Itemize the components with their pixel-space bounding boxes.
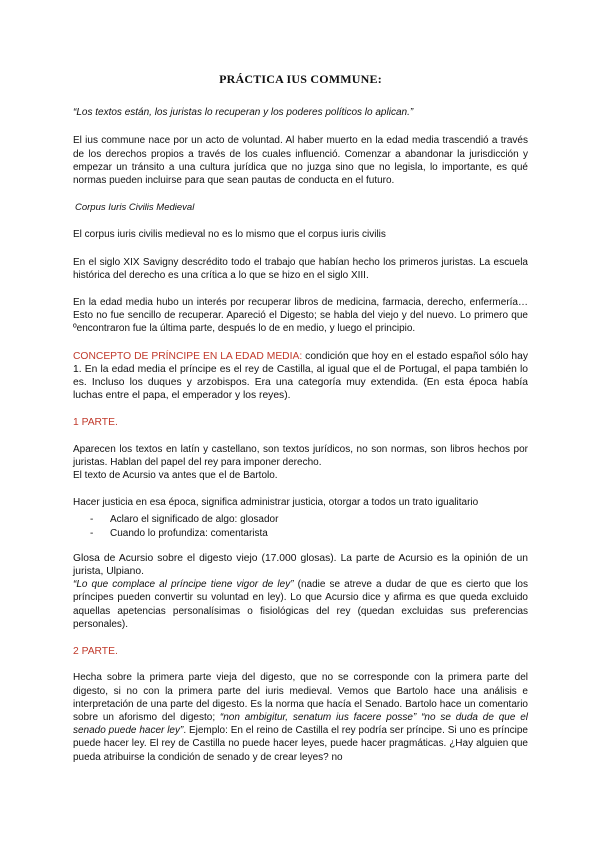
- subheading-corpus: Corpus Iuris Civilis Medieval: [75, 202, 195, 214]
- paragraph-segunda-parte: [73, 671, 528, 763]
- paragraph-savigny: En el siglo XIX Savigny descrédito todo el trabajo que habían hecho los primeros juristas. La escuela histórica del derecho es una crítica a lo que se hizo en el siglo XIII.: [73, 256, 528, 281]
- paragraph-principe: [73, 350, 528, 403]
- aforismo-quote: “non ambigitur, senatum ius facere posse” “no se duda de que el senado puede hacer ley”: [73, 711, 528, 737]
- segunda-parte-text-a: Hecha sobre la primera parte vieja del digesto, que no se corresponde con la primera parte del digesto, si no con la primera parte del iuris medieval. Vemos que Bartolo hace una análisis e interpretación de una parte del digesto. Es la norma que hacía el Senado. Bartolo hace un comentario sobre un aforismo del digesto;: [73, 672, 528, 723]
- document-body: [73, 73, 528, 764]
- section-heading-1: 1 PARTE.: [73, 417, 118, 429]
- principe-heading: CONCEPTO DE PRÍNCIPE EN LA EDAD MEDIA:: [73, 350, 303, 362]
- list-item: - Cuando lo profundiza: comentarista: [73, 527, 528, 540]
- segunda-parte-text-b: . Ejemplo: En el reino de Castilla el rey podría ser príncipe. Si uno es príncipe puede hacer ley. El rey de Castilla no puede hacer leyes, puede hacer pragmáticas. ¿Hay alguien que pueda atribuirse la condición de senado y de crear leyes? no: [73, 725, 528, 763]
- paragraph-acursio-bartolo: El texto de Acursio va antes que el de Bartolo.: [73, 470, 278, 482]
- paragraph-edad-media: En la edad media hubo un interés por recuperar libros de medicina, farmacia, derecho, enfermería… Esto no fue sencillo de recuperar. Apareció el Digesto; se habla del viejo y del nuevo. Lo primero que ºencontraron fue la última parte, después lo de en medio, y luego el principio.: [73, 297, 528, 335]
- paragraph-ius-commune: El ius commune nace por un acto de voluntad. Al haber muerto en la edad media trascendió a través de los derechos propios a través de los cuales influenció. Comenzar a abandonar la jurisdicción y empezar un tránsito a una cultura jurídica que no juzga sino que no legisla, lo importante, es qué normas pueden incluirse para que sean pautas de conducta en el futuro.: [73, 135, 528, 187]
- opening-quote: “Los textos están, los juristas lo recuperan y los poderes políticos lo aplican.”: [73, 107, 414, 119]
- list-item: - Aclaro el significado de algo: glosador: [73, 513, 528, 526]
- paragraph-corpus: El corpus iuris civilis medieval no es lo mismo que el corpus iuris civilis: [73, 229, 386, 241]
- paragraph-justicia: Hacer justicia en esa época, significa administrar justicia, otorgar a todos un trato igualitario: [73, 497, 479, 509]
- paragraph-vigor-ley: [73, 578, 528, 631]
- vigor-ley-text: (nadie se atreve a dudar de que es cierto que los príncipes pueden convertir su voluntad en ley). Lo que Acursio dice y afirma es que queda excluido aquellas apetencias personalísimas o fisiológicas del rey (quedan excluidas sus preferencias personales).: [73, 579, 528, 630]
- section-heading-2: 2 PARTE.: [73, 646, 118, 658]
- paragraph-glosa: Glosa de Acursio sobre el digesto viejo (17.000 glosas). La parte de Acursio es la opinión de un jurista, Ulpiano.: [73, 552, 528, 578]
- vigor-ley-quote: “Lo que complace al príncipe tiene vigor de ley”: [73, 579, 294, 591]
- principe-text: condición que hoy en el estado español sólo hay 1. En la edad media el príncipe es el rey de Castilla, al igual que el de Portugal, el papa también lo es. Incluso los duques y arzobispos. Era una categoría muy extendida. (En esta época había luchas entre el papa, el emperador y los reyes).: [73, 350, 528, 402]
- paragraph-textos: Aparecen los textos en latín y castellano, son textos jurídicos, no son normas, son libros hechos por juristas. Hablan del papel del rey para imponer derecho.: [73, 443, 528, 468]
- definition-list: [73, 513, 528, 539]
- page-title: PRÁCTICA IUS COMMUNE:: [219, 72, 382, 86]
